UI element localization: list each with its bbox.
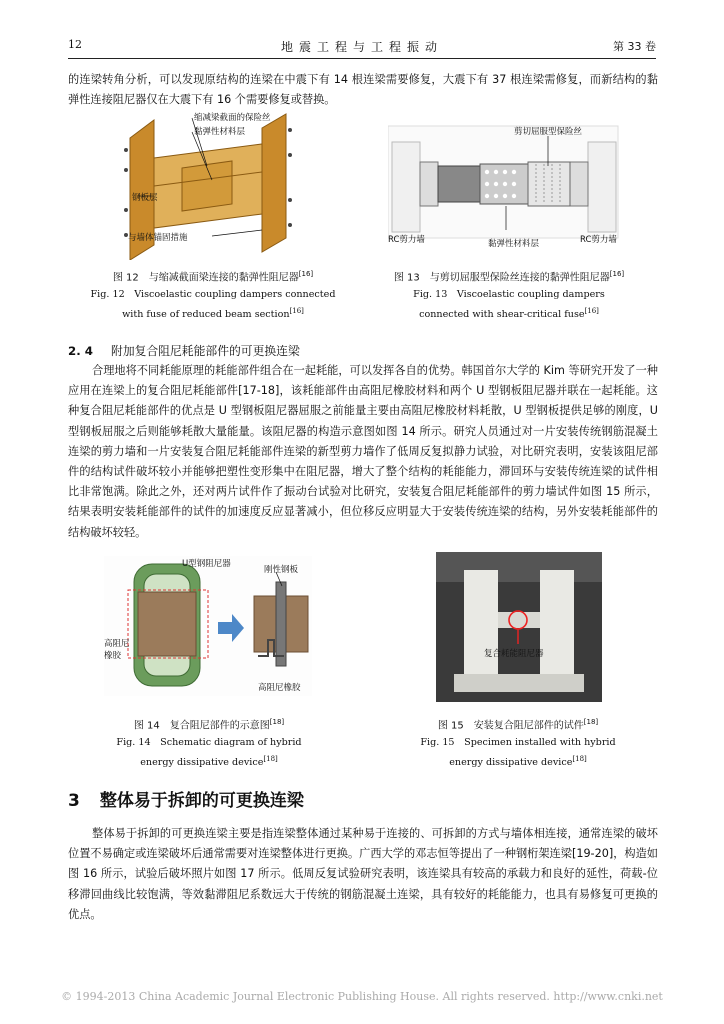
figure-12-illustration <box>112 110 312 260</box>
fig13-label-wall-right: RC剪力墙 <box>580 235 617 245</box>
section-2-4-paragraph: 合理地将不同耗能原理的耗能部件组合在一起耗能，可以发挥各自的优势。韩国首尔大学的 Kim 等研究开发了一种应用在连梁上的复合阻尼耗能部件[17-18]，该耗能部件由高阻尼橡胶材料和两个 U 型钢板阻尼器并联在一起耗能。这种复合阻尼耗能部件的优点是 U 型钢板阻尼器屈服之前能量主要由高阻尼橡胶材料耗散，U 型钢板提供足够的刚度，U 型钢板屈服之后则能够耗散大量能量。该阻尼器的构造示意图如图 14 所示。研究人员通过对一片安装传统钢筋混凝土连梁的剪力墙和一片安装复合阻尼耗能部件连梁的新型剪力墙作了低周反复拟静力试验，对比研究表明，安装该阻尼部件的结构试件破坏较小并能够把塑性变形集中在阻尼器，增大了整个结构的耗能能力，滞回环与安装传统连梁的试件相比非常饱满。除此之外，还对两片试件作了振动台试验对比研究，安装复合阻尼耗能部件的剪力墙试件如图 15 所示，结果表明安装耗能部件的试件的加速度反应显著减小，但位移反应明显大于安装传统连梁的结构，另外安装耗能部件的结构破坏较轻。 <box>68 364 658 539</box>
fig14-ref-en: [18] <box>263 755 278 764</box>
figure-15-photo <box>436 552 602 702</box>
volume-label: 第 33 卷 <box>613 40 656 53</box>
figure-12-caption <box>82 266 344 324</box>
fig13-ref-en: [16] <box>584 307 599 316</box>
fig13-caption-cn: 图 13 与剪切屈服型保险丝连接的黏弹性阻尼器 <box>393 272 610 284</box>
fig14-label-hdr-2: 橡胶 <box>104 651 122 661</box>
copyright-footer: © 1994-2013 China Academic Journal Electronic Publishing House. All rights reserved. http://www.cnki.net <box>61 990 663 1003</box>
fig13-ref: [16] <box>609 270 625 278</box>
fig15-ref-en: [18] <box>572 755 587 764</box>
page-number: 12 <box>68 38 82 51</box>
fig12-label-steel-layer: 钢板层 <box>132 193 158 203</box>
fig13-caption-en-1: Fig. 13 Viscoelastic coupling dampers <box>413 289 605 301</box>
section-2-4-title: 附加复合阻尼耗能部件的可更换连梁 <box>111 344 300 358</box>
fig13-label-wall-left: RC剪力墙 <box>388 235 425 245</box>
fig14-caption-en-2: energy dissipative device <box>140 757 264 769</box>
fig12-label-anchor: 与墙体锚固措施 <box>128 233 188 243</box>
fig12-caption-en-2: with fuse of reduced beam section <box>122 309 290 321</box>
fig15-label-device: 复合耗能阻尼器 <box>484 649 544 659</box>
fig15-caption-cn: 图 15 安装复合阻尼部件的试件 <box>437 720 584 732</box>
fig14-caption-en-1: Fig. 14 Schematic diagram of hybrid <box>116 737 302 749</box>
fig13-caption-en-2: connected with shear-critical fuse <box>419 309 585 321</box>
fig12-label-visco-layer: 黏弹性材料层 <box>194 127 246 137</box>
running-header <box>68 38 656 56</box>
section-2-4-heading <box>68 342 300 359</box>
figure-13-caption <box>384 266 634 324</box>
fig14-caption-cn: 图 14 复合阻尼部件的示意图 <box>133 720 270 732</box>
fig12-label-fuse: 缩减梁截面的保险丝 <box>194 113 271 123</box>
fig14-label-u-damper: U型钢阻尼器 <box>182 559 231 569</box>
fig14-ref: [18] <box>269 718 285 726</box>
fig14-label-rigid-plate: 刚性钢板 <box>264 565 299 575</box>
fig15-caption-en-1: Fig. 15 Specimen installed with hybrid <box>420 737 616 749</box>
section-2-4-number: 2. 4 <box>68 344 94 358</box>
fig12-ref-en: [16] <box>289 307 304 316</box>
fig13-label-fuse: 剪切屈服型保险丝 <box>514 127 583 137</box>
fig15-caption-en-2: energy dissipative device <box>449 757 573 769</box>
figure-13-illustration <box>388 118 620 250</box>
header-rule <box>68 58 656 59</box>
section-3-title: 整体易于拆卸的可更换连梁 <box>99 791 304 811</box>
fig14-label-hdr-1: 高阻尼 <box>104 639 130 649</box>
fig15-ref: [18] <box>583 718 599 726</box>
section-3-heading <box>68 786 304 811</box>
figure-15-caption <box>414 714 622 772</box>
fig12-caption-en-1: Fig. 12 Viscoelastic coupling dampers connected <box>90 289 336 301</box>
fig12-ref: [16] <box>298 270 314 278</box>
figure-14-illustration <box>98 552 320 700</box>
figure-14-caption <box>94 714 324 772</box>
intro-paragraph: 的连梁转角分析，可以发现原结构的连梁在中震下有 14 根连梁需要修复，大震下有 37 根连梁需修复，而新结构的黏弹性连接阻尼器仅在大震下有 16 个需要修复或替换。 <box>68 73 658 107</box>
fig12-caption-cn: 图 12 与缩减截面梁连接的黏弹性阻尼器 <box>112 272 299 284</box>
fig14-label-hdr-rubber: 高阻尼橡胶 <box>258 683 301 693</box>
fig13-label-visco-layer: 黏弹性材料层 <box>488 239 540 249</box>
section-3-number: 3 <box>68 791 80 811</box>
journal-title: 地震工程与工程振动 <box>280 40 443 54</box>
section-3-paragraph: 整体易于拆卸的可更换连梁主要是指连梁整体通过某种易于连接的、可拆卸的方式与墙体相连接，通常连梁的破坏位置不易确定或连梁破坏后通常需要对连梁整体进行更换。广西大学的邓志恒等提出了一种钢桁架连梁[19-20]，构造如图 16 所示，试验后破坏照片如图 17 所示。低周反复试验研究表明，该连梁具有较高的承载力和良好的延性，荷载-位移滞回曲线比较饱满，等效黏滞阻尼系数远大于传统的钢筋混凝土连梁，具有较好的耗能能力，也具有易修复可更换的优点。 <box>68 827 658 921</box>
